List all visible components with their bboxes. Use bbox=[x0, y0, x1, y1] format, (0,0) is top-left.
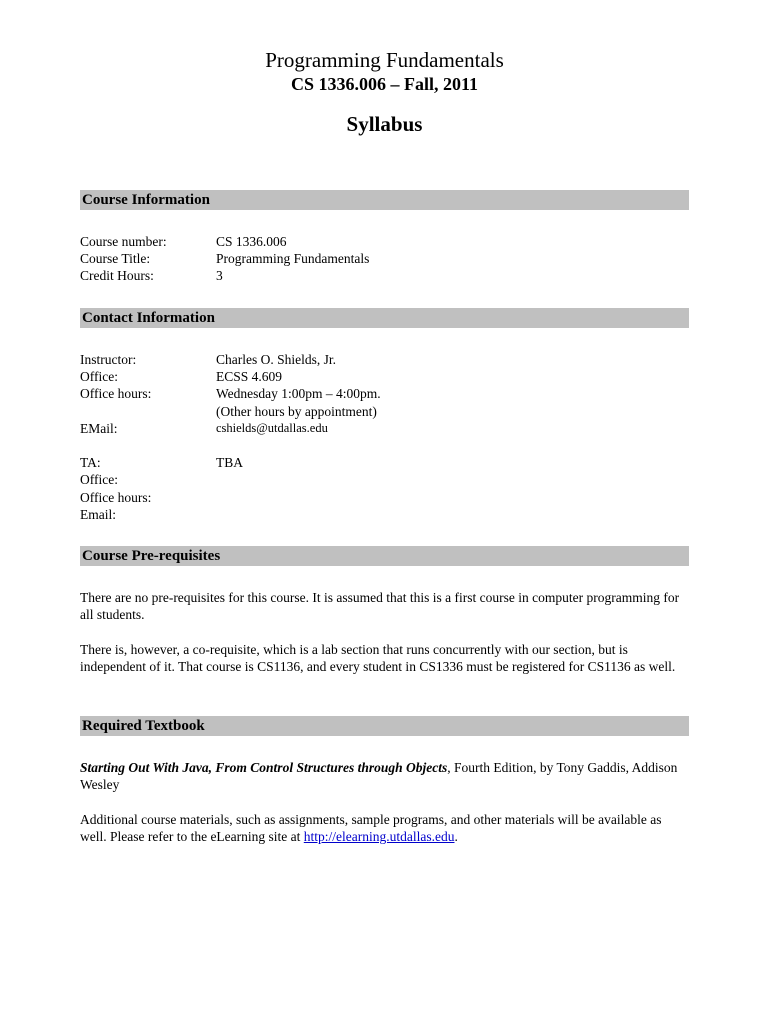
instructor-hours-value: Wednesday 1:00pm – 4:00pm. bbox=[216, 386, 381, 402]
document-title: Programming Fundamentals bbox=[265, 48, 504, 72]
course-materials-text: Additional course materials, such as assignments, sample programs, and other materials will be available as well. Please refer to the eLearning site at bbox=[80, 812, 662, 845]
prerequisites-paragraph-2: There is, however, a co-requisite, which is a lab section that runs concurrently with our section, but is independent of it. That course is CS1136, and every student in CS1336 must be registered for CS1136 as well. bbox=[80, 642, 676, 675]
instructor-office-label: Office: bbox=[80, 369, 118, 385]
course-number-value: CS 1336.006 bbox=[216, 234, 287, 249]
instructor-email-label: EMail: bbox=[80, 420, 118, 436]
ta-email-row bbox=[80, 506, 689, 523]
credit-hours-label: Credit Hours: bbox=[80, 268, 154, 284]
course-term: CS 1336.006 – Fall, 2011 bbox=[290, 74, 478, 94]
textbook-citation bbox=[80, 759, 689, 793]
textbook-details: , Fourth Edition, by Tony Gaddis, Addison Wesley bbox=[80, 760, 678, 793]
course-title-label: Course Title: bbox=[80, 251, 151, 267]
course-number-label: Course number: bbox=[80, 234, 167, 249]
ta-row bbox=[80, 454, 689, 471]
course-materials-end: . bbox=[454, 829, 458, 845]
ta-value: TBA bbox=[216, 455, 243, 471]
ta-hours-label: Office hours: bbox=[80, 489, 152, 505]
instructor-office-value: ECSS 4.609 bbox=[216, 369, 283, 385]
prerequisites-heading: Course Pre-requisites bbox=[80, 546, 689, 566]
instructor-hours-extra: (Other hours by appointment) bbox=[216, 403, 377, 419]
instructor-hours-label: Office hours: bbox=[80, 386, 152, 402]
instructor-value: Charles O. Shields, Jr. bbox=[216, 352, 336, 367]
instructor-office-row bbox=[80, 368, 689, 385]
instructor-hours-row bbox=[80, 385, 689, 402]
course-number-row bbox=[80, 233, 689, 250]
instructor-email-value: cshields@utdallas.edu bbox=[216, 420, 328, 435]
ta-office-label: Office: bbox=[80, 472, 118, 488]
ta-email-label: Email: bbox=[80, 506, 116, 522]
credit-hours-row bbox=[80, 267, 689, 284]
contact-information-heading: Contact Information bbox=[80, 308, 689, 328]
instructor-row bbox=[80, 351, 689, 368]
textbook-heading: Required Textbook bbox=[80, 716, 689, 736]
course-information-heading: Course Information bbox=[80, 190, 689, 210]
instructor-hours-extra-row bbox=[80, 403, 689, 420]
textbook-title: Starting Out With Java, From Control Structures through Objects bbox=[80, 760, 448, 775]
credit-hours-value: 3 bbox=[216, 268, 223, 284]
instructor-email-row bbox=[80, 420, 689, 437]
ta-hours-row bbox=[80, 489, 689, 506]
course-information-list bbox=[80, 233, 689, 285]
ta-office-row bbox=[80, 471, 689, 488]
prerequisites-paragraph-1: There are no pre-requisites for this course. It is assumed that this is a first course in computer programming for all students. bbox=[80, 590, 680, 623]
course-title-row bbox=[80, 250, 689, 267]
contact-information-list bbox=[80, 351, 689, 523]
instructor-label: Instructor: bbox=[80, 352, 137, 367]
course-title-value: Programming Fundamentals bbox=[216, 251, 370, 267]
course-materials-paragraph bbox=[80, 811, 689, 845]
ta-label: TA: bbox=[80, 455, 101, 471]
document-type: Syllabus bbox=[346, 112, 423, 136]
elearning-link[interactable]: http://elearning.utdallas.edu bbox=[303, 829, 455, 845]
